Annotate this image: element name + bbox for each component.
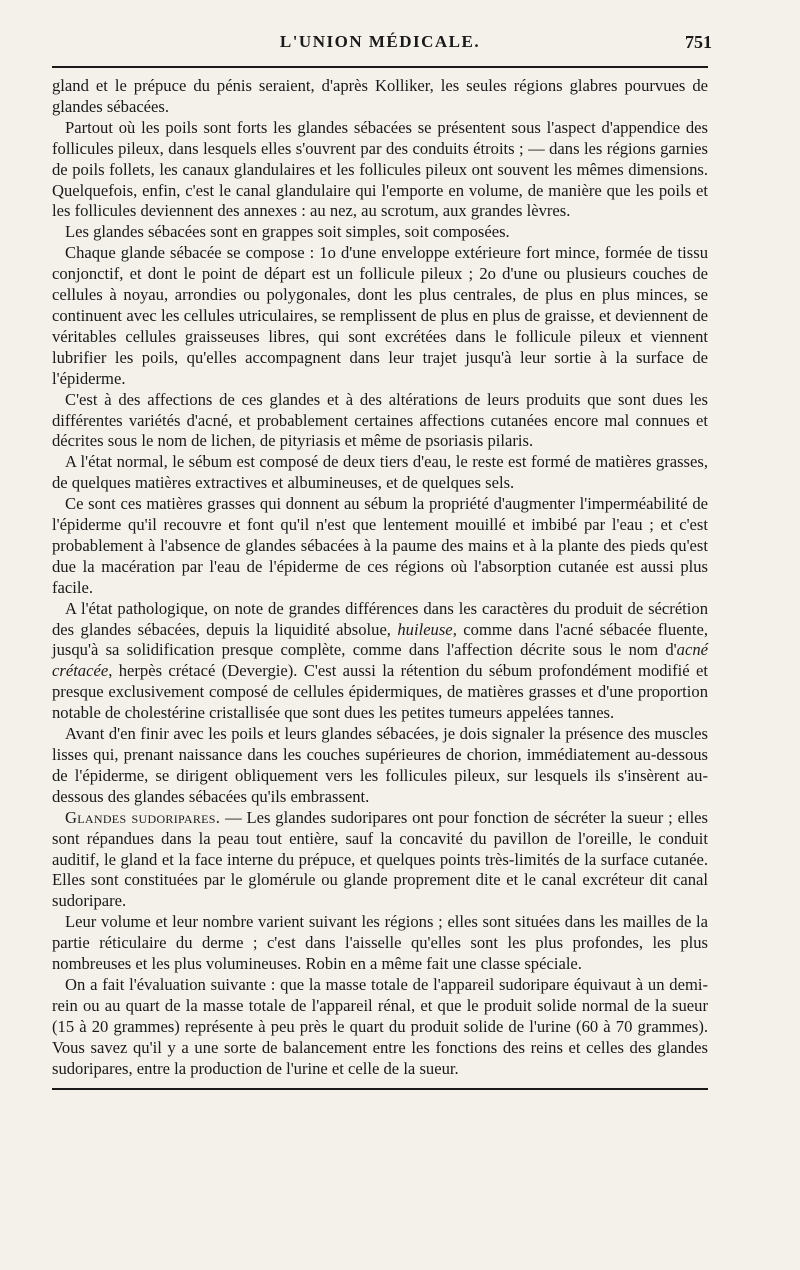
page-number: 751 xyxy=(685,32,712,52)
body-text xyxy=(52,76,708,1080)
paragraph-10 xyxy=(52,808,708,913)
running-title: L'UNION MÉDICALE. xyxy=(279,32,481,51)
paragraph-11: Leur volume et leur nombre varient suivant les régions ; elles sont situées dans les mailles de la partie réticulaire du derme ; c'est dans l'aisselle qu'elles sont les plus profondes, les plus nombreuses et les plus volumineuses. Robin en a même fait une classe spéciale. xyxy=(52,912,708,974)
paragraph-6: A l'état normal, le sébum est composé de deux tiers d'eau, le reste est formé de matières grasses, de quelques matières extractives et albumineuses, et de quelques sels. xyxy=(52,452,708,493)
paragraph-8-part-2: , comme dans l'acné sébacée fluente, jusqu'à sa solidification presque complète, comme dans l'affection décrite sous le nom d' xyxy=(52,619,708,660)
paragraph-9: Avant d'en finir avec les poils et leurs glandes sébacées, je dois signaler la présence des muscles lisses qui, prenant naissance dans les couches supérieures de chorion, immédiatement au-dessous de l'épiderme, se dirigent obliquement vers les follicules pileux, sur lesquels ils s'insèrent au-dessous des glandes sébacées qu'ils embrassent. xyxy=(52,724,708,806)
header-rule xyxy=(52,66,708,68)
paragraph-8-part-3: , herpès crétacé (Devergie). C'est aussi la rétention du sébum profondément modifié et presque exclusivement composé de cellules épidermiques, de matières grasses et d'une proportion notable de cholestérine cristallisée que sont dues les petites tumeurs appelées tannes. xyxy=(52,661,708,723)
section-lead: Glandes sudoripares. xyxy=(65,807,221,827)
paragraph-7: Ce sont ces matières grasses qui donnent au sébum la propriété d'augmenter l'imperméabilité de l'épiderme qu'il recouvre et font qu'il n'est que lentement mouillé et imbibé par l'eau ; et c'est probablement à l'absence de glandes sébacées à la paume des mains et à la plante des pieds qu'est due la macération par l'eau de l'épiderme de ces régions où l'absorption cutanée est aussi plus facile. xyxy=(52,494,708,597)
paragraph-12: On a fait l'évaluation suivante : que la masse totale de l'appareil sudoripare équivaut à un demi-rein ou au quart de la masse totale de l'appareil rénal, et que le produit solide normal de la sueur (15 à 20 grammes) représente à peu près le quart du produit solide de l'urine (60 à 70 grammes). Vous savez qu'il y a une sorte de balancement entre les fonctions des reins et celles des glandes sudoripares, entre la production de l'urine et celle de la sueur. xyxy=(52,974,708,1078)
page-header xyxy=(52,28,712,56)
paragraph-1: gland et le prépuce du pénis seraient, d'après Kolliker, les seules régions glabres pourvues de glandes sébacées. xyxy=(52,76,708,116)
paragraph-2: Partout où les poils sont forts les glandes sébacées se présentent sous l'aspect d'appendice des follicules pileux, dans lesquels elles s'ouvrent par des conduits étroits ; — dans les régions garnies de poils follets, les canaux glandulaires et les follicules pileux ont souvent les mêmes dimensions. Quelquefois, enfin, c'est le canal glandulaire qui l'emporte en volume, de manière que les poils et les follicules deviennent des annexes : au nez, au scrotum, aux grandes lèvres. xyxy=(52,117,708,221)
paragraph-5: C'est à des affections de ces glandes et à des altérations de leurs produits que sont dues les différentes variétés d'acné, et probablement certaines affections cutanées encore mal connues et décrites sous le nom de lichen, de pityriasis et même de psoriasis pilaris. xyxy=(52,389,708,451)
paragraph-10-text: — Les glandes sudoripares ont pour fonction de sécréter la sueur ; elles sont répandues dans la peau tout entière, sauf la concavité du pavillon de l'oreille, le conduit auditif, le gland et la face interne du prépuce, et quelques points très-limités de la surface cutanée. Elles sont constituées par le glomérule ou glande proprement dite et le canal excréteur dit canal sudoripare. xyxy=(52,807,709,911)
paragraph-8-emphasis-2: acné crétacée xyxy=(52,640,708,681)
paragraph-3: Les glandes sébacées sont en grappes soit simples, soit composées. xyxy=(65,222,510,242)
paragraph-8-emphasis-1: huileuse xyxy=(397,619,453,639)
paragraph-4: Chaque glande sébacée se compose : 1o d'une enveloppe extérieure fort mince, formée de tissu conjonctif, et dont le point de départ est un follicule pileux ; 2o d'une ou plusieurs couches de cellules à noyau, arrondies ou polygonales, dont les plus centrales, de plus en plus minces, se continuent avec les cellules utriculaires, se remplissent de plus en plus de graisse, et deviennent de véritables cellules graisseuses libres, qui sont excrétées dans le follicule pileux et viennent lubrifier les poils, qu'elles accompagnent dans leur trajet jusqu'à leur sortie à la surface de l'épiderme. xyxy=(52,243,708,388)
paragraph-8-part-1: A l'état pathologique, on note de grandes différences dans les caractères du produit de sécrétion des glandes sébacées, depuis la liquidité absolue, xyxy=(52,598,708,639)
paragraph-8 xyxy=(52,599,708,724)
footer-rule xyxy=(52,1088,708,1090)
